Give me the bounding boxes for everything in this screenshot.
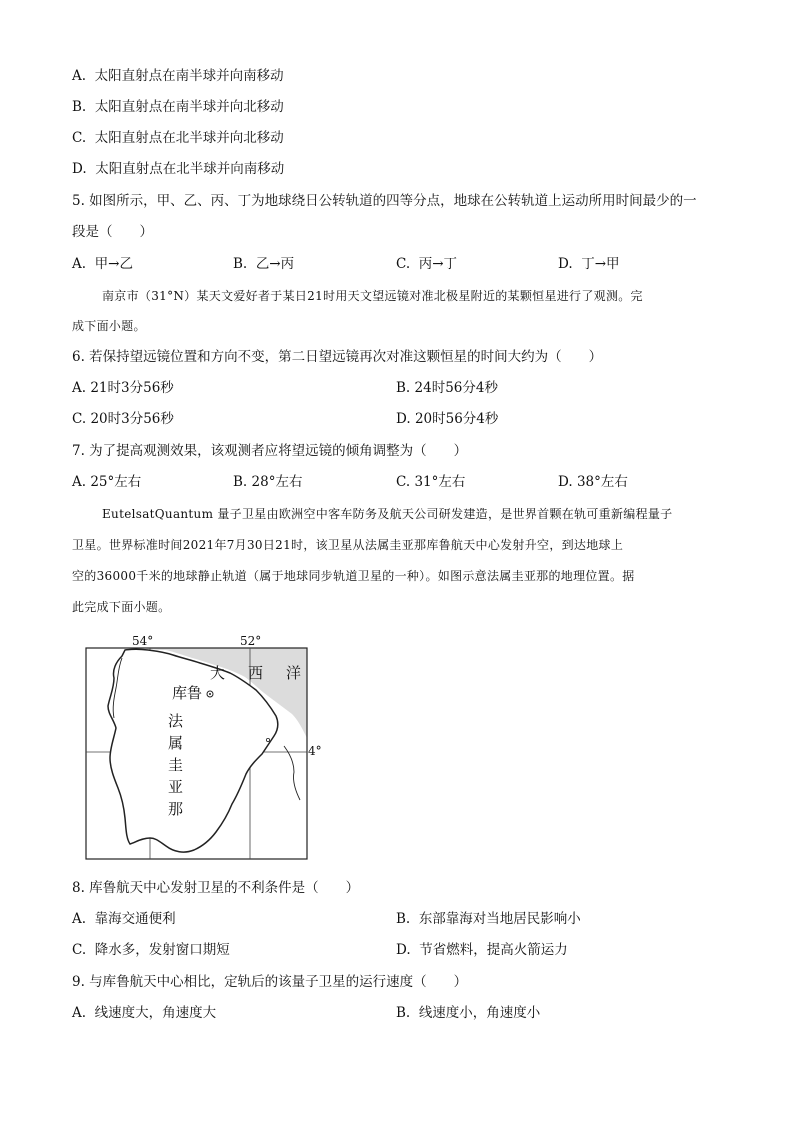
- passage2-line1: EutelsatQuantum 量子卫星由欧洲空中客车防务及航天公司研发建造，是世界首颗在轨可重新编程量子: [102, 507, 673, 521]
- q8-stem: 8. 库鲁航天中心发射卫星的不利条件是（ ）: [72, 880, 360, 896]
- region-char-5: 那: [168, 800, 184, 818]
- city-kourou-label: 库鲁: [172, 684, 203, 702]
- q8-option-c[interactable]: C. 降水多，发射窗口期短: [72, 942, 230, 958]
- q6-option-a[interactable]: A. 21时3分56秒: [72, 380, 174, 396]
- q9-option-a[interactable]: A. 线速度大，角速度大: [72, 1005, 217, 1021]
- q8-option-d[interactable]: D. 节省燃料，提高火箭运力: [396, 942, 568, 958]
- ocean-char-3: 洋: [286, 664, 302, 682]
- q4-option-a[interactable]: A. 太阳直射点在南半球并向南移动: [72, 68, 284, 84]
- passage1-line2: 成下面小题。: [72, 319, 146, 333]
- q7-option-c[interactable]: C. 31°左右: [396, 474, 466, 490]
- label-52deg: 52°: [240, 634, 262, 648]
- q7-option-a[interactable]: A. 25°左右: [72, 474, 142, 490]
- q5-option-d[interactable]: D. 丁→甲: [558, 256, 620, 272]
- q5-stem: 5. 如图所示，甲、乙、丙、丁为地球绕日公转轨道的四等分点，地球在公转轨道上运动所用时间最少的一: [72, 193, 697, 209]
- q5-option-b[interactable]: B. 乙→丙: [233, 256, 295, 272]
- label-4deg: 4°: [308, 744, 322, 758]
- ocean-char-1: 大: [210, 664, 226, 682]
- q4-option-d[interactable]: D. 太阳直射点在北半球并向南移动: [72, 161, 285, 177]
- q5-option-a[interactable]: A. 甲→乙: [72, 256, 133, 272]
- q6-stem: 6. 若保持望远镜位置和方向不变，第二日望远镜再次对准这颗恒星的时间大约为（ ）: [72, 349, 603, 365]
- label-54deg: 54°: [132, 634, 154, 648]
- region-char-1: 法: [168, 712, 184, 730]
- region-char-3: 圭: [168, 756, 184, 774]
- passage2-line4: 此完成下面小题。: [72, 600, 171, 614]
- kourou-dot: [209, 693, 211, 695]
- q4-option-c[interactable]: C. 太阳直射点在北半球并向北移动: [72, 130, 284, 146]
- passage1-line1: 南京市（31°N）某天文爱好者于某日21时用天文望远镜对准北极星附近的某颗恒星进行了观测。完: [102, 289, 643, 303]
- q8-option-a[interactable]: A. 靠海交通便利: [72, 911, 176, 927]
- q5-stem-cont: 段是（ ）: [72, 224, 153, 240]
- q6-option-b[interactable]: B. 24时56分4秒: [396, 380, 498, 396]
- q4-option-b[interactable]: B. 太阳直射点在南半球并向北移动: [72, 99, 284, 115]
- oyapock-coast: [284, 746, 300, 800]
- q6-option-d[interactable]: D. 20时56分4秒: [396, 411, 499, 427]
- q9-option-b[interactable]: B. 线速度小，角速度小: [396, 1005, 541, 1021]
- region-char-2: 属: [168, 734, 184, 752]
- passage2-line2: 卫星。世界标准时间2021年7月30日21时，该卫星从法属圭亚那库鲁航天中心发射升空，到达地球上: [72, 538, 624, 552]
- q8-option-b[interactable]: B. 东部靠海对当地居民影响小: [396, 911, 581, 927]
- passage2-line3: 空的36000千米的地球静止轨道（属于地球同步轨道卫星的一种）。如图示意法属圭亚那的地理位置。据: [72, 569, 635, 583]
- q7-option-d[interactable]: D. 38°左右: [558, 474, 628, 490]
- q5-option-c[interactable]: C. 丙→丁: [396, 256, 458, 272]
- ocean-char-2: 西: [248, 664, 264, 682]
- french-guiana-map: [70, 628, 320, 868]
- q6-option-c[interactable]: C. 20时3分56秒: [72, 411, 174, 427]
- q7-option-b[interactable]: B. 28°左右: [233, 474, 303, 490]
- q7-stem: 7. 为了提高观测效果，该观测者应将望远镜的倾角调整为（ ）: [72, 443, 468, 459]
- map-graphic: [70, 628, 320, 868]
- region-char-4: 亚: [168, 778, 184, 796]
- q9-stem: 9. 与库鲁航天中心相比，定轨后的该量子卫星的运行速度（ ）: [72, 974, 468, 990]
